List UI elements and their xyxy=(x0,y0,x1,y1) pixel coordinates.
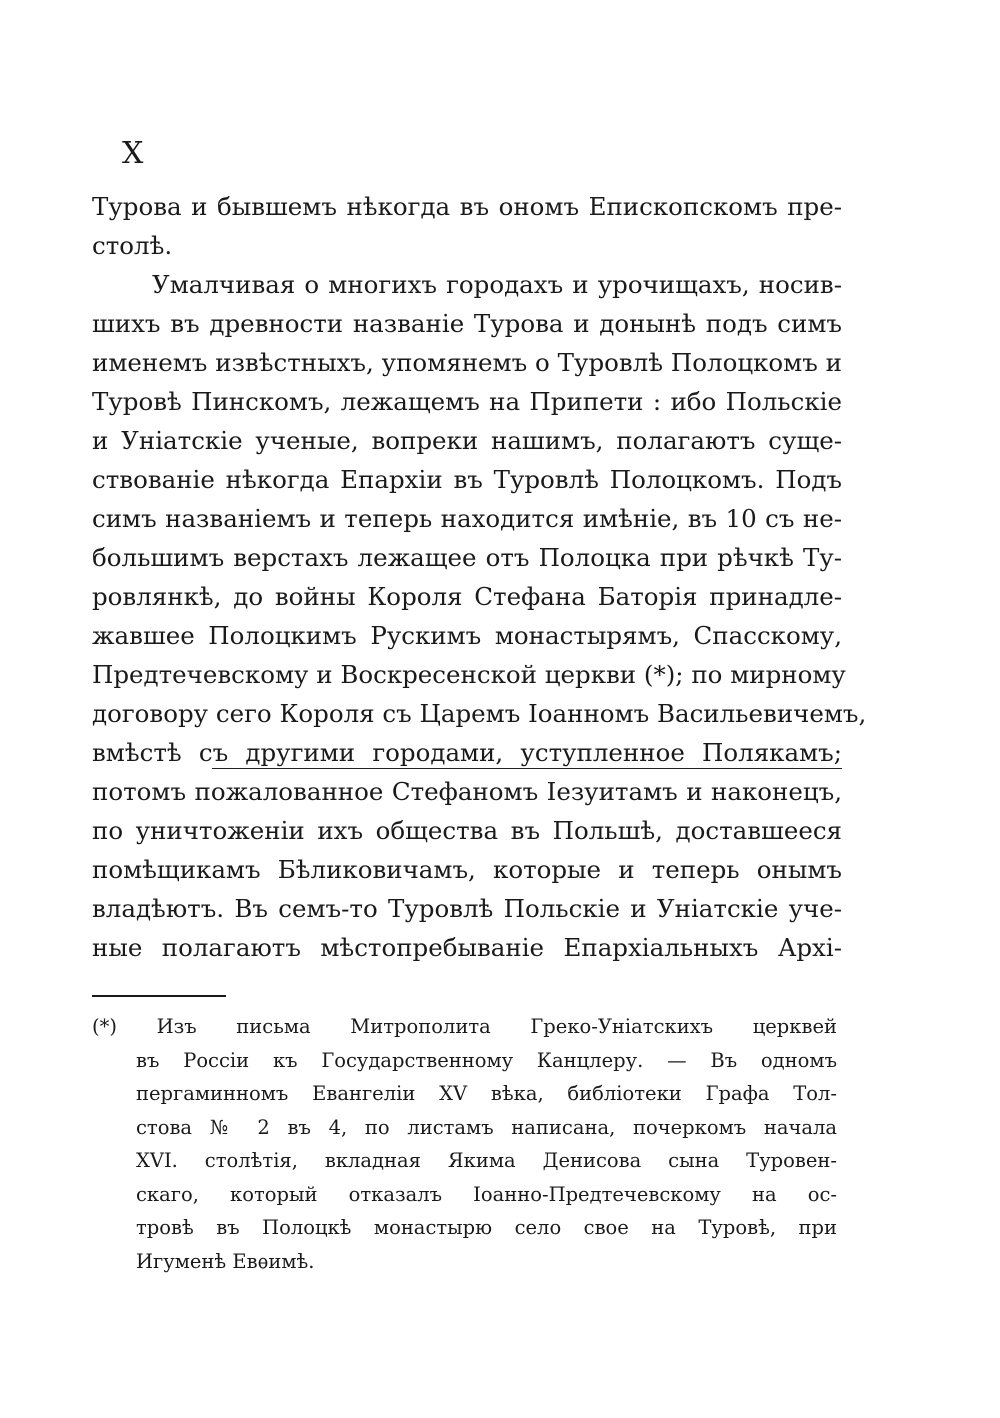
footnote-line: XVI. столѣтія, вкладная Якима Денисова сына Туровен- xyxy=(136,1149,837,1172)
text-line: большимъ верстахъ лежащее отъ Полоцка при рѣчкѣ Ту- xyxy=(92,543,842,572)
text-line: и Уніатскіе ученые, вопреки нашимъ, полагаютъ суще- xyxy=(92,426,842,455)
footnote-line: Игуменѣ Евѳимѣ. xyxy=(136,1249,315,1273)
text-line: ствованіе нѣкогда Епархіи въ Туровлѣ Полоцкомъ. Подъ xyxy=(92,465,842,494)
text-line: Турова и бывшемъ нѣкогда въ ономъ Епископскомъ пре- xyxy=(92,192,842,221)
text-line: шихъ въ древности названіе Турова и донынѣ подъ симъ xyxy=(92,309,842,338)
text-line: договору сего Короля съ Царемъ Іоанномъ Васильевичемъ, xyxy=(92,699,867,728)
text-line: жавшее Полоцкимъ Рускимъ монастырямъ, Спасскому, xyxy=(92,621,842,650)
text-line-underlined: вмѣстѣ съ другими городами, уступленное Полякамъ; xyxy=(92,733,842,772)
text-line: помѣщикамъ Бѣликовичамъ, которые и теперь онымъ xyxy=(92,855,842,884)
text-line: симъ названіемъ и теперь находится имѣніе, въ 10 съ не- xyxy=(92,504,842,533)
page-number: X xyxy=(122,136,145,171)
footnote-divider xyxy=(92,995,226,997)
text-line: Туровѣ Пинскомъ, лежащемъ на Припети : ибо Польскіе xyxy=(92,387,842,416)
text-line: Предтечевскому и Воскресенской церкви (*); по мирному xyxy=(92,660,846,689)
footnote-line: тровѣ въ Полоцкѣ монастырю село свое на Туровѣ, при xyxy=(136,1216,837,1239)
text-line: по уничтоженіи ихъ общества въ Польшѣ, доставшееся xyxy=(92,816,842,845)
text-line: потомъ пожалованное Стефаномъ Іезуитамъ и наконецъ, xyxy=(92,777,842,806)
text-line: столѣ. xyxy=(92,231,173,260)
text-line: Умалчивая о многихъ городахъ и урочищахъ, носив- xyxy=(152,270,842,299)
text-line: ные полагаютъ мѣстопребываніе Епархіальныхъ Архі- xyxy=(92,933,842,962)
footnote-line: скаго, который отказалъ Іоанно-Предтечевскому на ос- xyxy=(136,1182,837,1206)
footnote-line: пергаминномъ Евангеліи XV вѣка, библіотеки Графа Тол- xyxy=(136,1082,837,1105)
footnote-line: въ Россіи къ Государственному Канцлеру. — Въ одномъ xyxy=(136,1048,837,1072)
footnote-line: (*) Изъ письма Митрополита Греко-Уніатскихъ церквей xyxy=(92,1015,837,1038)
footnote-line: стова № 2 въ 4, по листамъ написана, почеркомъ начала xyxy=(136,1115,837,1139)
main-text-block xyxy=(92,187,867,967)
text-line: ровлянкѣ, до войны Короля Стефана Баторія принадле- xyxy=(92,582,842,611)
text-line: владѣютъ. Въ семъ-то Туровлѣ Польскіе и Уніатскіе уче- xyxy=(92,894,842,923)
text-line: именемъ извѣстныхъ, упомянемъ о Туровлѣ Полоцкомъ и xyxy=(92,348,842,377)
footnote-block xyxy=(92,1010,837,1278)
